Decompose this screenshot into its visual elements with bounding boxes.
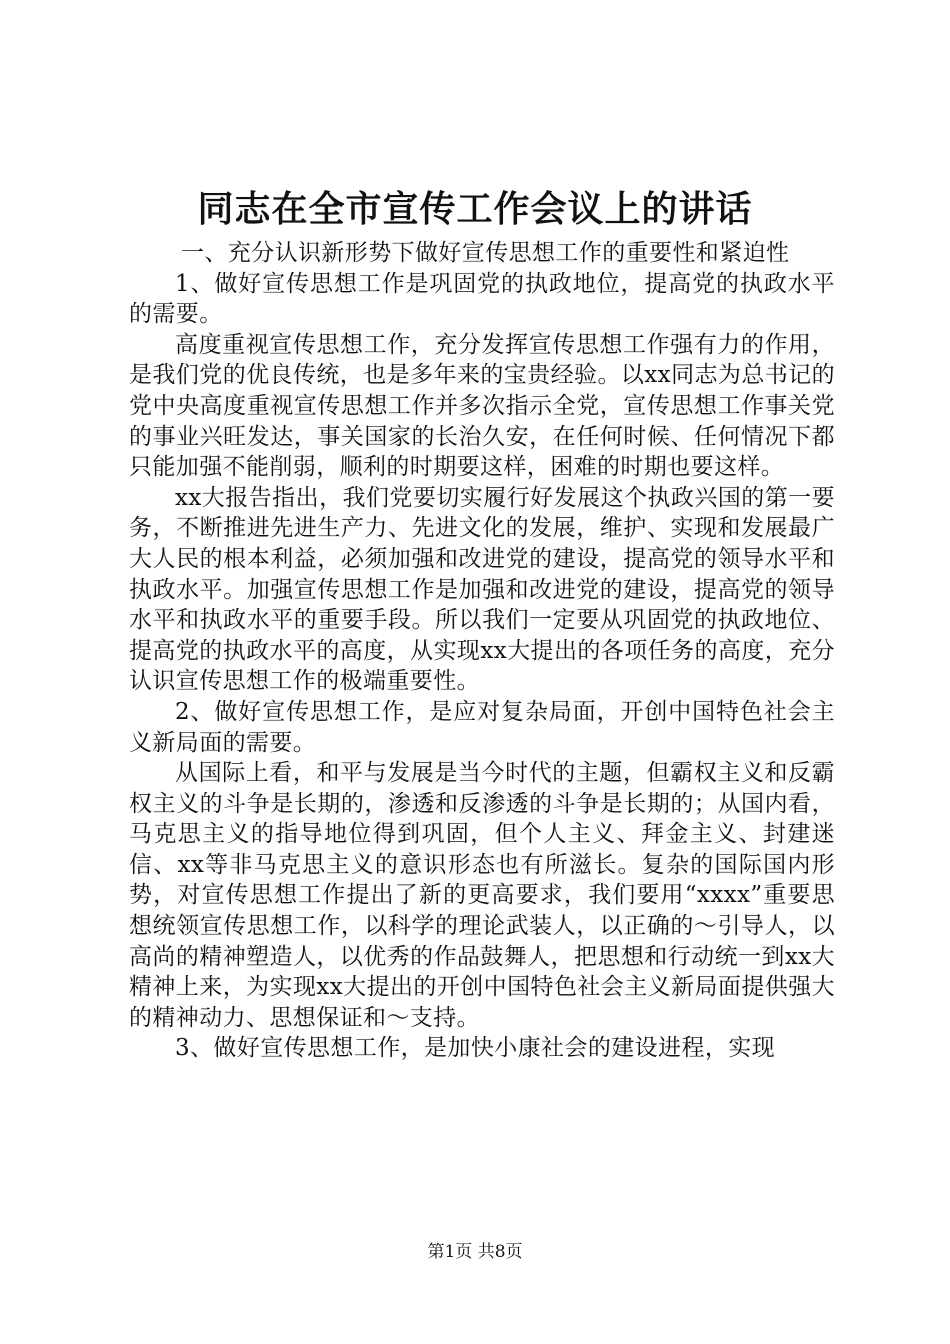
paragraph: 高度重视宣传思想工作，充分发挥宣传思想工作强有力的作用，是我们党的优良传统，也是多年来的宝贵经验。以xx同志为总书记的党中央高度重视宣传思想工作并多次指示全党，宣传思想工作事关党的事业兴旺发达，事关国家的长治久安，在任何时候、任何情况下都只能加强不能削弱，顺利的时期要这样，困难的时期也要这样。 [129, 331, 835, 481]
document-body [129, 238, 835, 1064]
paragraph: 3、做好宣传思想工作，是加快小康社会的建设进程，实现 [175, 1035, 776, 1062]
document-title: 同志在全市宣传工作会议上的讲话 [197, 188, 753, 230]
paragraph: xx大报告指出，我们党要切实履行好发展这个执政兴国的第一要务，不断推进先进生产力、先进文化的发展，维护、实现和发展最广大人民的根本利益，必须加强和改进党的建设，提高党的领导水平和执政水平。加强宣传思想工作是加强和改进党的建设，提高党的领导水平和执政水平的重要手段。所以我们一定要从巩固党的执政地位、提高党的执政水平的高度，从实现xx大提出的各项任务的高度，充分认识宣传思想工作的极端重要性。 [129, 484, 835, 695]
section-heading: 一、充分认识新形势下做好宣传思想工作的重要性和紧迫性 [181, 240, 790, 266]
paragraph: 2、做好宣传思想工作，是应对复杂局面，开创中国特色社会主义新局面的需要。 [129, 698, 835, 756]
page-number: 第1页 共8页 [427, 1242, 523, 1262]
paragraph: 1、做好宣传思想工作是巩固党的执政地位，提高党的执政水平的需要。 [129, 270, 835, 328]
paragraph: 从国际上看，和平与发展是当今时代的主题，但霸权主义和反霸权主义的斗争是长期的，渗透和反渗透的斗争是长期的；从国内看，马克思主义的指导地位得到巩固，但个人主义、拜金主义、封建迷信、xx等非马克思主义的意识形态也有所滋长。复杂的国际国内形势，对宣传思想工作提出了新的更高要求，我们要用“xxxx”重要思想统领宣传思想工作，以科学的理论武装人，以正确的～引导人，以高尚的精神塑造人，以优秀的作品鼓舞人，把思想和行动统一到xx大精神上来，为实现xx大提出的开创中国特色社会主义新局面提供强大的精神动力、思想保证和～支持。 [129, 760, 835, 1031]
